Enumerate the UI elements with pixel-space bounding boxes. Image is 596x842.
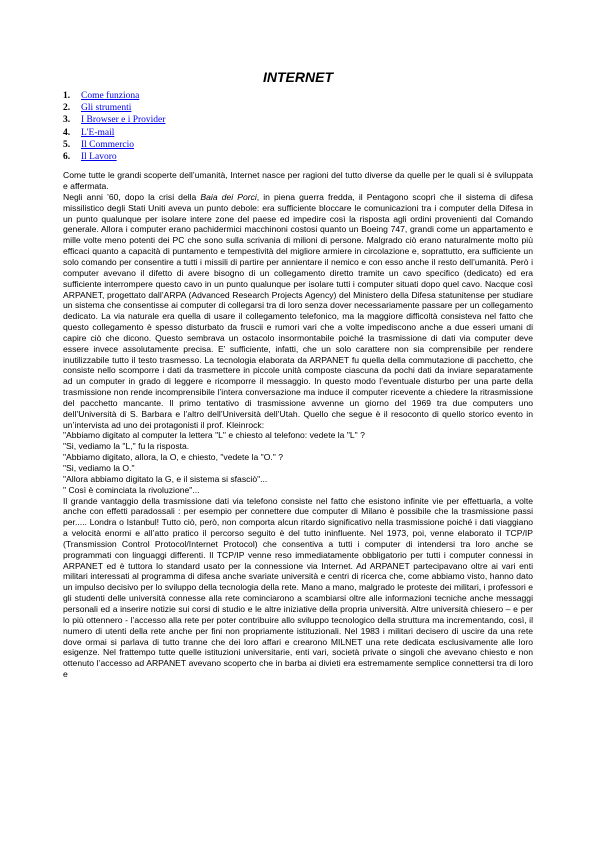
toc-link-gli-strumenti[interactable]: Gli strumenti	[81, 103, 132, 114]
toc-number: 6.	[63, 152, 71, 163]
toc-number: 2.	[63, 103, 71, 114]
interview-quote: "Abbiamo digitato al computer la lettera "L" e chiesto al telefono: vedete la "L" ?	[63, 430, 365, 441]
history-text-rest: , in piena guerra fredda, il Pentagono scoprì che il sistema di difesa missilistico degli Stati Uniti aveva un punto debole: era sufficiente bloccare le comunicazioni tra i computer della Difesa in un punto qualunque per isolare intere zone del paese ed impedire così la risposta agli ordini provenienti dal Comando generale. Allora i computer erano pachidermici macchinoni costosi quanto un Boeing 747, grandi come un appartamento e mille volte meno potenti dei PC che sono sulla scrivania di milioni di persone. Malgrado ciò erano naturalmente molto più efficaci quanto a capacità di puntamento e tempestività del migliore armiere in circolazione e, soprattutto, era sufficiente un solo comando per consentire a tutti i missili di partire per annientare il nemico e con esso anche il resto dell’umanità. Però i computer avevano il difetto di avere bisogno di un collegamento diretto tramite un cavo specifico (dedicato) ed era sufficiente interrompere questo cavo in un punto qualunque per isolare tutti i computer situati dopo quel cavo. Nacque così ARPANET, progettato dall’ARPA (Advanced Research Projects Agency) del Ministero della Difesa statunitense per studiare un sistema che consentisse ai computer di collegarsi tra di loro senza dover necessariamente passare per un collegamento dedicato. La via naturale era quella di usare il collegamento telefonico, ma la maggiore difficoltà consisteva nel fatto che questo collegamento è spesso disturbato da fruscii e rumori vari che a volte impediscono anche a due esseri umani di capire ciò che dicono. Questo sembrava un ostacolo insormontabile poiché la trasmissione di dati via computer deve essere invece assolutamente precisa. E’ sufficiente, infatti, che un solo carattere non sia comprensibile per rendere inutilizzabile tutto il testo trasmesso. La tecnologia elaborata da ARPANET fu quella della commutazione di pacchetto, che consiste nello scomporre i dati da trasmettere in piccole unità composte ciascuna da pochi dati da inviare separatamente ad un computer in grado di leggere e ricomporre il messaggio. In questo modo l’eventuale disturbo per una parte della trasmissione non rende incomprensibile l’intera conversazione ma induce il computer ricevente a chiedere la ritrasmissione del pacchetto mancante. Il primo tentativo di trasmissione avvenne un giorno del 1969 tra due computers uno dell’Università di S. Barbara e l’altro dell’Università dell’Utah. Quello che segue è il resoconto di quello storico evento in un’intervista ad uno dei protagonisti il prof. Kleinrock:	[63, 191, 533, 430]
table-of-contents	[63, 90, 533, 163]
toc-number: 3.	[63, 115, 71, 126]
interview-quote: "Si, vediamo la "L," fu la risposta.	[63, 441, 190, 452]
toc-item	[63, 102, 533, 114]
toc-link-come-funziona[interactable]: Come funziona	[81, 91, 140, 101]
interview-quote: "Si, vediamo la O."	[63, 463, 135, 473]
document-title: INTERNET	[263, 69, 333, 85]
toc-item	[63, 114, 533, 126]
history-text-start: Negli anni ’60, dopo la crisi della	[63, 191, 201, 202]
toc-item	[63, 127, 533, 139]
toc-number: 4.	[63, 127, 71, 138]
toc-link-browser-provider[interactable]: I Browser e i Provider	[81, 115, 166, 126]
toc-link-email[interactable]: L'E-mail	[81, 127, 115, 138]
toc-number: 1.	[63, 91, 71, 101]
document-page	[63, 68, 533, 680]
tcpip-paragraph: Il grande vantaggio della trasmissione dati via telefono consiste nel fatto che esistono infinite vie per effettuarla, a volte anche con effetti paradossali : per esempio per connettere due computer di Milano è possibile che la trasmissione passi per..... Londra o Istanbul! Tutto ciò, però, non comporta alcun ritardo significativo nella trasmissione poiché i dati viaggiano a velocità enormi e all’atto pratico il percorso seguito è del tutto ininfluente. Nel 1973, poi, venne elaborato il TCP/IP (Transmission Control Protocol/Internet Protocol) che consentiva a tutti i computer di intendersi tra loro anche se programmati con linguaggi differenti. Il TCP/IP venne reso immediatamente obbligatorio per tutti i computer connessi in ARPANET ed è tuttora lo standard usato per la connessione via Internet. Ad ARPANET partecipavano oltre ai vari enti militari interessati al programma di difesa anche svariate università e centri di ricerca che, come abbiamo visto, hanno dato un impulso decisivo per lo sviluppo della tecnologia della rete. Mano a mano, malgrado le proteste dei militari, i professori e gli studenti delle università connesse alla rete cominciarono a scambiarsi oltre alle informazioni tecniche anche messaggi personali ed a inserire notizie sui corsi di studio e le altre iniziative della propria università. Altre università chiesero – e per lo più ottennero - l’accesso alla rete per poter contribuire allo sviluppo tecnologico della struttura ma incrementando, così, il numero di utenti della rete anche per fini non propriamente istituzionali. Nel 1983 i militari decisero di uscire da una rete dove ormai si parlava di tutto tranne che dei loro affari e crearono MILNET una rete dedicata esclusivamente alle loro esigenze. Nel frattempo tutte quelle istituzioni universitarie, enti vari, società private o singoli che avevano chiesto e non ottenuto l’accesso ad ARPANET avevano scoperto che in barba ai divieti era estremamente semplice connettersi tra di loro e	[63, 495, 533, 680]
toc-number: 5.	[63, 139, 71, 150]
toc-item	[63, 90, 533, 102]
history-emphasis: Baia dei Porci	[200, 191, 257, 202]
interview-quote: "Allora abbiamo digitato la G, e il sistema si sfasciò"...	[63, 473, 268, 484]
toc-link-commercio[interactable]: Il Commercio	[81, 139, 135, 150]
intro-paragraph: Come tutte le grandi scoperte dell’umanità, Internet nasce per ragioni del tutto diverse da quelle per le quali si è sviluppata e affermata.	[63, 170, 533, 192]
toc-link-lavoro[interactable]: Il Lavoro	[81, 152, 117, 163]
interview-quote: "Abbiamo digitato, allora, la O, e chiesto, "vedete la "O." ?	[63, 452, 284, 463]
toc-item	[63, 139, 533, 151]
interview-quote: " Così è cominciata la rivoluzione"...	[63, 484, 200, 495]
history-paragraph	[63, 192, 533, 431]
article-body	[63, 170, 533, 680]
toc-item	[63, 151, 533, 163]
